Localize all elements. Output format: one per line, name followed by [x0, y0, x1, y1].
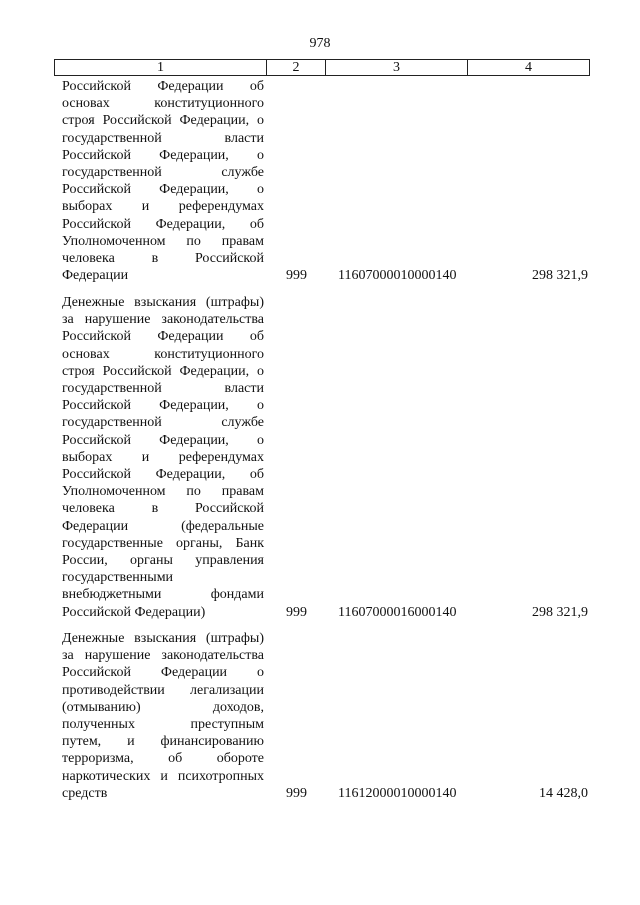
description-line: государственной службе	[62, 165, 264, 181]
description-line: выборах и референдумах	[62, 449, 264, 465]
description-line: путем, и финансированию	[62, 734, 264, 750]
description-line: Федерации (федеральные	[62, 518, 264, 534]
description-line: строя Российской Федерации, о	[62, 363, 264, 379]
row-amount: 298 321,9	[532, 604, 588, 620]
description-line: Российской Федерации)	[62, 604, 206, 620]
row-description	[62, 78, 264, 284]
row-budget-code: 11607000016000140	[338, 604, 457, 620]
description-line: за нарушение законодательства	[62, 312, 264, 328]
description-line: основах конституционного	[62, 346, 264, 362]
description-line: человека в Российской	[62, 501, 264, 517]
description-line: за нарушение законодательства	[62, 648, 264, 664]
table-row	[0, 294, 640, 621]
description-line: терроризма, об обороте	[62, 751, 264, 767]
description-line: полученных преступным	[62, 717, 264, 733]
description-line: государственными	[62, 570, 174, 586]
description-line: Российской Федерации об	[62, 329, 264, 345]
description-line: России, органы управления	[62, 553, 264, 569]
description-line: внебюджетными фондами	[62, 587, 264, 603]
table-header	[54, 59, 590, 76]
description-line: Российской Федерации, о	[62, 398, 264, 414]
description-line: Российской Федерации, о	[62, 182, 264, 198]
description-line: Федерации	[62, 268, 129, 284]
description-line: Денежные взыскания (штрафы)	[62, 295, 264, 310]
description-line: Российской Федерации об	[62, 79, 264, 94]
row-budget-code: 11607000010000140	[338, 268, 457, 284]
description-line: Российской Федерации, об	[62, 467, 264, 483]
table-row	[0, 78, 640, 284]
description-line: Уполномоченном по правам	[62, 233, 264, 249]
description-line: человека в Российской	[62, 251, 264, 267]
description-line: государственной власти	[62, 381, 264, 397]
row-admin-code: 999	[286, 604, 307, 620]
description-line: средств	[62, 785, 108, 801]
description-line: Денежные взыскания (штрафы)	[62, 631, 264, 646]
description-line: государственной службе	[62, 415, 264, 431]
header-col-3: 3	[326, 60, 468, 75]
description-line: выборах и референдумах	[62, 199, 264, 215]
description-line: Уполномоченном по правам	[62, 484, 264, 500]
row-admin-code: 999	[286, 785, 307, 801]
description-line: государственные органы, Банк	[62, 535, 264, 551]
row-amount: 298 321,9	[532, 268, 588, 284]
row-description	[62, 630, 264, 802]
header-col-4: 4	[525, 60, 532, 75]
header-col-1: 1	[55, 60, 267, 75]
description-line: строя Российской Федерации, о	[62, 113, 264, 129]
description-line: Российской Федерации о	[62, 665, 264, 681]
row-amount: 14 428,0	[539, 785, 588, 801]
description-line: государственной власти	[62, 130, 264, 146]
page-number: 978	[309, 36, 331, 51]
row-budget-code: 11612000010000140	[338, 785, 457, 801]
description-line: Российской Федерации, о	[62, 432, 264, 448]
table-row	[0, 630, 640, 802]
description-line: (отмыванию) доходов,	[62, 699, 264, 715]
description-line: основах конституционного	[62, 96, 264, 112]
row-admin-code: 999	[286, 268, 307, 284]
header-col-2: 2	[267, 60, 326, 75]
description-line: Российской Федерации, о	[62, 147, 264, 163]
description-line: Российской Федерации, об	[62, 216, 264, 232]
row-description	[62, 294, 264, 621]
description-line: наркотических и психотропных	[62, 768, 264, 784]
description-line: противодействии легализации	[62, 682, 264, 698]
